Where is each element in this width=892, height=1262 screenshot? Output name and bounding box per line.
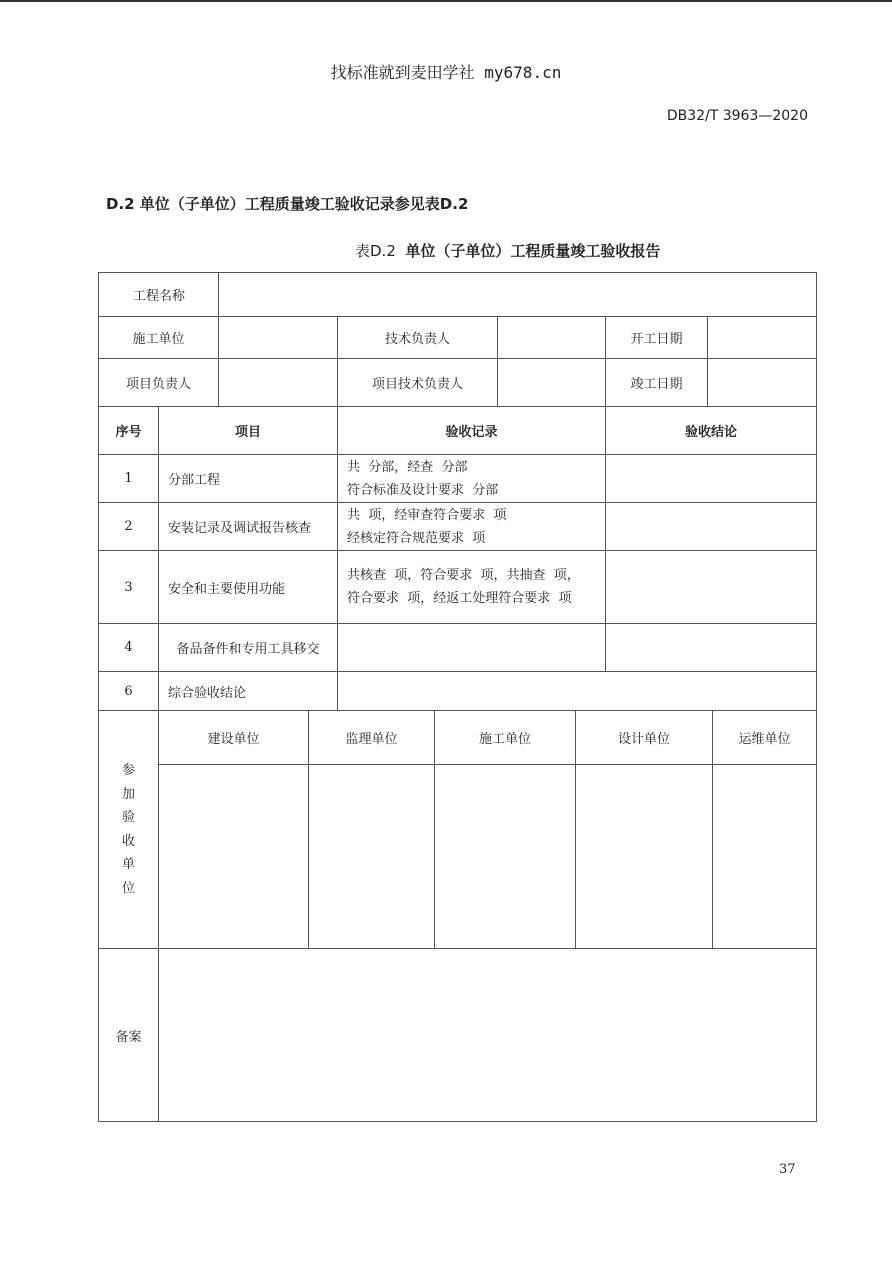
unit-owner-signature-field[interactable] bbox=[159, 765, 308, 948]
row-1-record[interactable] bbox=[338, 455, 605, 502]
row-3-record[interactable] bbox=[338, 551, 605, 623]
unit-operation-signature-field[interactable] bbox=[713, 765, 816, 948]
column-header-record: 验收记录 bbox=[445, 425, 498, 440]
row-2-record[interactable] bbox=[338, 503, 605, 550]
row-1-item: 分部工程 bbox=[168, 473, 221, 488]
start-date-field[interactable] bbox=[708, 317, 816, 358]
row-4-conclusion[interactable] bbox=[606, 624, 816, 671]
row-1-no: 1 bbox=[124, 471, 133, 486]
participants-label-char: 验 bbox=[121, 810, 135, 825]
tech-lead-label: 技术负责人 bbox=[384, 332, 450, 347]
row-2-item: 安装记录及调试报告核查 bbox=[168, 521, 312, 536]
row-3-item: 安全和主要使用功能 bbox=[168, 581, 286, 597]
participants-label-char: 单 bbox=[121, 857, 135, 872]
row-4-record[interactable] bbox=[338, 624, 605, 671]
section-title: D.2 单位（子单位）工程质量竣工验收记录参见表D.2 bbox=[106, 195, 469, 213]
project-manager-field[interactable] bbox=[219, 359, 337, 406]
unit-supervision-header: 监理单位 bbox=[345, 732, 398, 747]
row-3-record-line1: 共核查 项，符合要求 项，共抽查 项， bbox=[347, 568, 580, 583]
column-header-no: 序号 bbox=[115, 425, 142, 440]
row-3-record-line2: 符合要求 项，经返工处理符合要求 项 bbox=[347, 591, 572, 606]
project-manager-label: 项目负责人 bbox=[125, 377, 191, 392]
participants-label-char: 加 bbox=[121, 786, 135, 802]
unit-design-header: 设计单位 bbox=[617, 732, 670, 747]
unit-operation-header: 运维单位 bbox=[738, 732, 791, 747]
unit-design-signature-field[interactable] bbox=[576, 765, 712, 948]
unit-owner-header: 建设单位 bbox=[207, 732, 260, 747]
construction-unit-field[interactable] bbox=[219, 317, 337, 358]
row-1-record-line1: 共 分部，经查 分部 bbox=[347, 459, 468, 475]
row-2-conclusion[interactable] bbox=[606, 503, 816, 550]
remarks-field[interactable] bbox=[159, 949, 816, 1121]
watermark-header: 找标准就到麦田学社 my678.cn bbox=[330, 63, 562, 82]
row-6-no: 6 bbox=[124, 683, 133, 699]
project-name-field[interactable] bbox=[219, 273, 816, 316]
row-2-record-line1: 共 项，经审查符合要求 项 bbox=[347, 507, 507, 523]
unit-construction-header: 施工单位 bbox=[478, 732, 531, 747]
start-date-label: 开工日期 bbox=[630, 332, 683, 347]
row-3-no: 3 bbox=[124, 579, 133, 595]
unit-construction-signature-field[interactable] bbox=[435, 765, 575, 948]
row-1-conclusion[interactable] bbox=[606, 455, 816, 502]
construction-unit-label: 施工单位 bbox=[132, 332, 185, 347]
completion-date-field[interactable] bbox=[708, 359, 816, 406]
remarks-label: 备案 bbox=[115, 1029, 142, 1045]
row-6-item: 综合验收结论 bbox=[168, 685, 247, 701]
row-4-item: 备品备件和专用工具移交 bbox=[176, 642, 320, 657]
participants-label bbox=[99, 711, 158, 948]
row-2-record-line2: 经核定符合规范要求 项 bbox=[347, 530, 486, 546]
row-4-no: 4 bbox=[124, 640, 133, 655]
project-name-label: 工程名称 bbox=[132, 289, 185, 304]
tech-lead-field[interactable] bbox=[498, 317, 605, 358]
top-border-line bbox=[0, 0, 892, 2]
overall-conclusion-field[interactable] bbox=[338, 672, 816, 710]
project-tech-lead-field[interactable] bbox=[498, 359, 605, 406]
row-1-record-line2: 符合标准及设计要求 分部 bbox=[347, 482, 499, 498]
unit-supervision-signature-field[interactable] bbox=[309, 765, 434, 948]
column-header-conclusion: 验收结论 bbox=[684, 425, 737, 440]
table-caption bbox=[355, 240, 660, 261]
participants-label-char: 参 bbox=[121, 763, 135, 778]
row-2-no: 2 bbox=[124, 519, 133, 534]
page-number: 37 bbox=[779, 1162, 796, 1177]
participants-label-char: 收 bbox=[121, 833, 135, 849]
project-tech-lead-label: 项目技术负责人 bbox=[371, 377, 463, 392]
completion-date-label: 竣工日期 bbox=[630, 377, 683, 392]
row-3-conclusion[interactable] bbox=[606, 551, 816, 623]
participants-label-char: 位 bbox=[121, 880, 135, 896]
standard-number: DB32/T 3963—2020 bbox=[666, 108, 808, 124]
column-header-item: 项目 bbox=[234, 425, 261, 440]
table-caption-label: 表D.2 bbox=[355, 242, 396, 260]
table-caption-title: 单位（子单位）工程质量竣工验收报告 bbox=[405, 242, 661, 260]
